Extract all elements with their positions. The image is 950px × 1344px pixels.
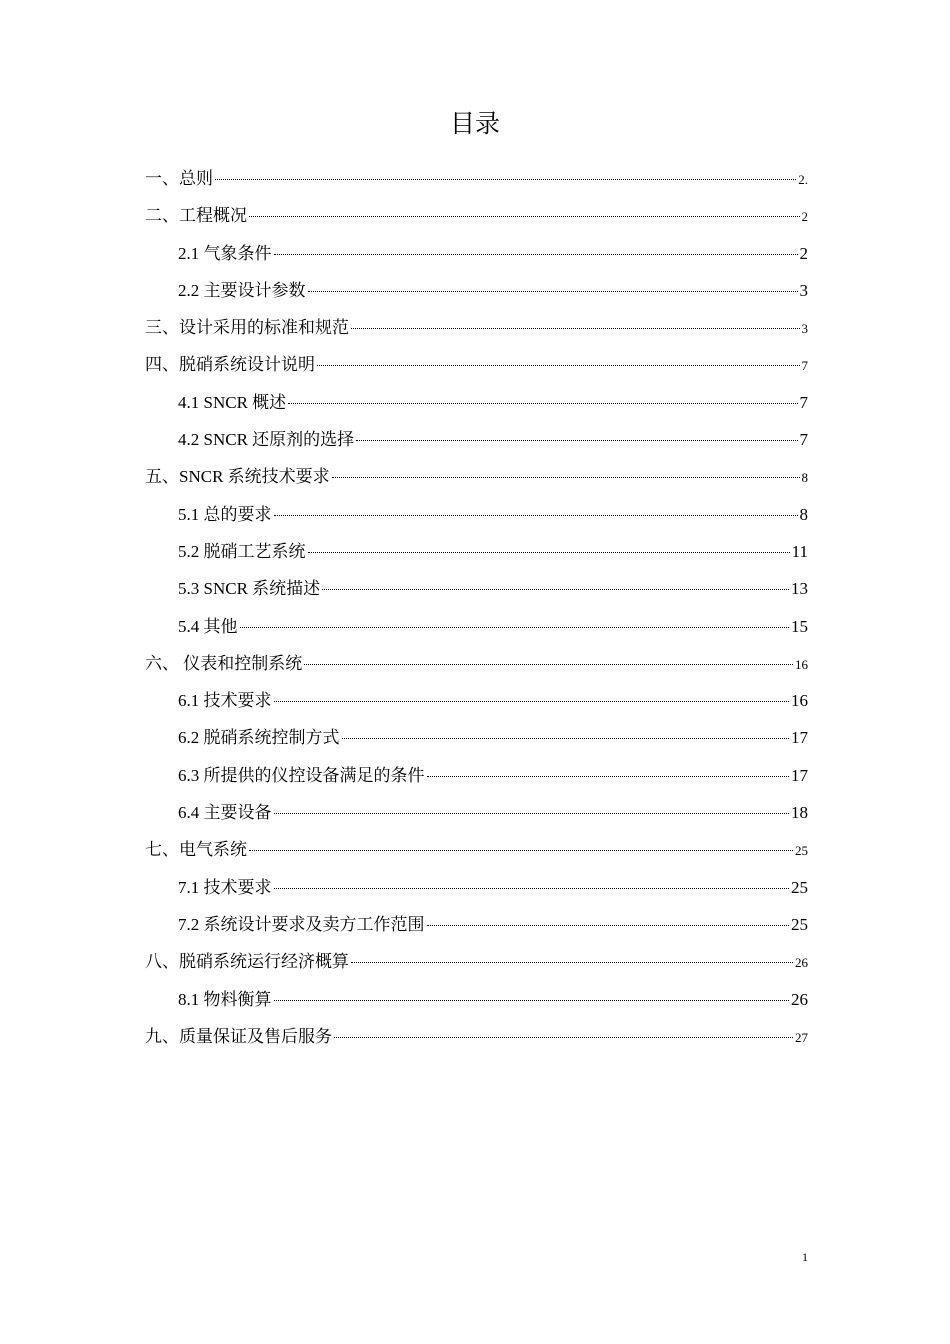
toc-entry-label: 八、脱硝系统运行经济概算 [145,952,349,972]
toc-entry-page: 17 [791,728,808,748]
toc-entry[interactable] [145,869,808,906]
toc-entry[interactable] [145,1018,808,1055]
toc-entry[interactable] [145,309,808,346]
toc-entry-page: 11 [791,541,808,561]
toc-entry-label: 六、 仪表和控制系统 [145,653,303,673]
toc-entry-label: 二、工程概况 [145,206,247,226]
toc-dot-leader [356,439,797,441]
toc-entry[interactable] [145,608,808,645]
toc-entry[interactable] [145,757,808,794]
toc-dot-leader [304,663,793,665]
toc-entry[interactable] [145,645,808,682]
toc-entry-label: 6.3 所提供的仪控设备满足的条件 [178,765,425,785]
toc-entry[interactable] [145,346,808,383]
toc-dot-leader [274,700,790,702]
toc-entry[interactable] [145,943,808,980]
toc-entry[interactable] [145,496,808,533]
toc-entry-page: 26 [795,955,808,971]
toc-entry-page: 25 [795,843,808,859]
toc-entry[interactable] [145,458,808,495]
toc-entry[interactable] [145,272,808,309]
toc-entry[interactable] [145,794,808,831]
toc-entry-label: 8.1 物料衡算 [178,989,272,1009]
toc-dot-leader [274,514,798,516]
toc-entry-label: 6.1 技术要求 [178,691,272,711]
toc-dot-leader [274,999,790,1001]
toc-entry[interactable] [145,719,808,756]
toc-dot-leader [308,290,798,292]
toc-entry-label: 5.2 脱硝工艺系统 [178,541,306,561]
toc-entry-page: 2 [801,209,808,225]
table-of-contents [145,160,808,1055]
footer-page-number: 1 [802,1250,808,1264]
toc-entry-page: 7 [801,358,808,374]
toc-entry[interactable] [145,533,808,570]
toc-dot-leader [427,775,790,777]
toc-entry[interactable] [145,570,808,607]
toc-dot-leader [334,1036,793,1038]
toc-entry[interactable] [145,160,808,197]
toc-entry-page: 2 [799,243,808,263]
page-title: 目录 [449,111,500,138]
toc-entry-page: 17 [791,765,808,785]
toc-entry-page: 25 [791,914,808,934]
toc-entry[interactable] [145,682,808,719]
toc-dot-leader [332,476,800,478]
toc-dot-leader [351,961,793,963]
toc-entry[interactable] [145,981,808,1018]
toc-dot-leader [274,812,790,814]
toc-entry-page: 15 [791,616,808,636]
toc-entry[interactable] [145,831,808,868]
toc-entry-label: 九、质量保证及售后服务 [145,1026,332,1046]
toc-entry-label: 7.2 系统设计要求及卖方工作范围 [178,914,425,934]
toc-entry-label: 6.4 主要设备 [178,803,272,823]
toc-entry-page: 13 [791,579,808,599]
toc-dot-leader [427,924,790,926]
toc-entry-page: 3 [801,321,808,337]
toc-entry-label: 四、脱硝系统设计说明 [145,355,315,375]
toc-entry-page: 25 [791,877,808,897]
toc-entry-page: 16 [791,691,808,711]
toc-entry-page: 7 [799,392,808,412]
toc-entry-label: 5.4 其他 [178,616,238,636]
toc-entry-page: 2. [798,172,808,187]
toc-dot-leader [215,178,796,180]
toc-dot-leader [308,551,790,553]
toc-entry-label: 7.1 技术要求 [178,877,272,897]
toc-entry-label: 5.3 SNCR 系统描述 [178,579,321,599]
toc-entry-label: 2.2 主要设计参数 [178,280,306,300]
toc-entry[interactable] [145,421,808,458]
toc-dot-leader [288,402,797,404]
toc-entry-label: 4.1 SNCR 概述 [178,392,287,412]
toc-dot-leader [274,887,790,889]
toc-dot-leader [249,215,800,217]
toc-dot-leader [322,588,789,590]
toc-entry-page: 18 [791,803,808,823]
toc-entry-page: 16 [795,656,808,672]
toc-dot-leader [249,849,793,851]
toc-entry[interactable] [145,197,808,234]
toc-dot-leader [342,737,790,739]
toc-entry-page: 3 [799,280,808,300]
toc-dot-leader [240,626,790,628]
toc-entry[interactable] [145,235,808,272]
toc-entry-label: 一、总则 [145,169,213,188]
toc-entry-page: 8 [801,470,808,486]
toc-entry-label: 4.2 SNCR 还原剂的选择 [178,430,355,450]
toc-entry-label: 5.1 总的要求 [178,504,272,524]
toc-entry-page: 7 [799,430,808,450]
toc-dot-leader [317,364,800,366]
toc-entry-page: 8 [799,504,808,524]
toc-entry-page: 26 [791,989,808,1009]
toc-dot-leader [274,253,798,255]
toc-dot-leader [351,327,800,329]
toc-entry-label: 五、SNCR 系统技术要求 [145,467,330,487]
toc-entry-label: 6.2 脱硝系统控制方式 [178,728,340,748]
toc-entry-label: 2.1 气象条件 [178,243,272,263]
toc-entry-label: 七、电气系统 [145,840,247,860]
toc-entry-label: 三、设计采用的标准和规范 [145,318,349,338]
toc-entry[interactable] [145,906,808,943]
toc-entry-page: 27 [795,1029,808,1045]
toc-entry[interactable] [145,384,808,421]
